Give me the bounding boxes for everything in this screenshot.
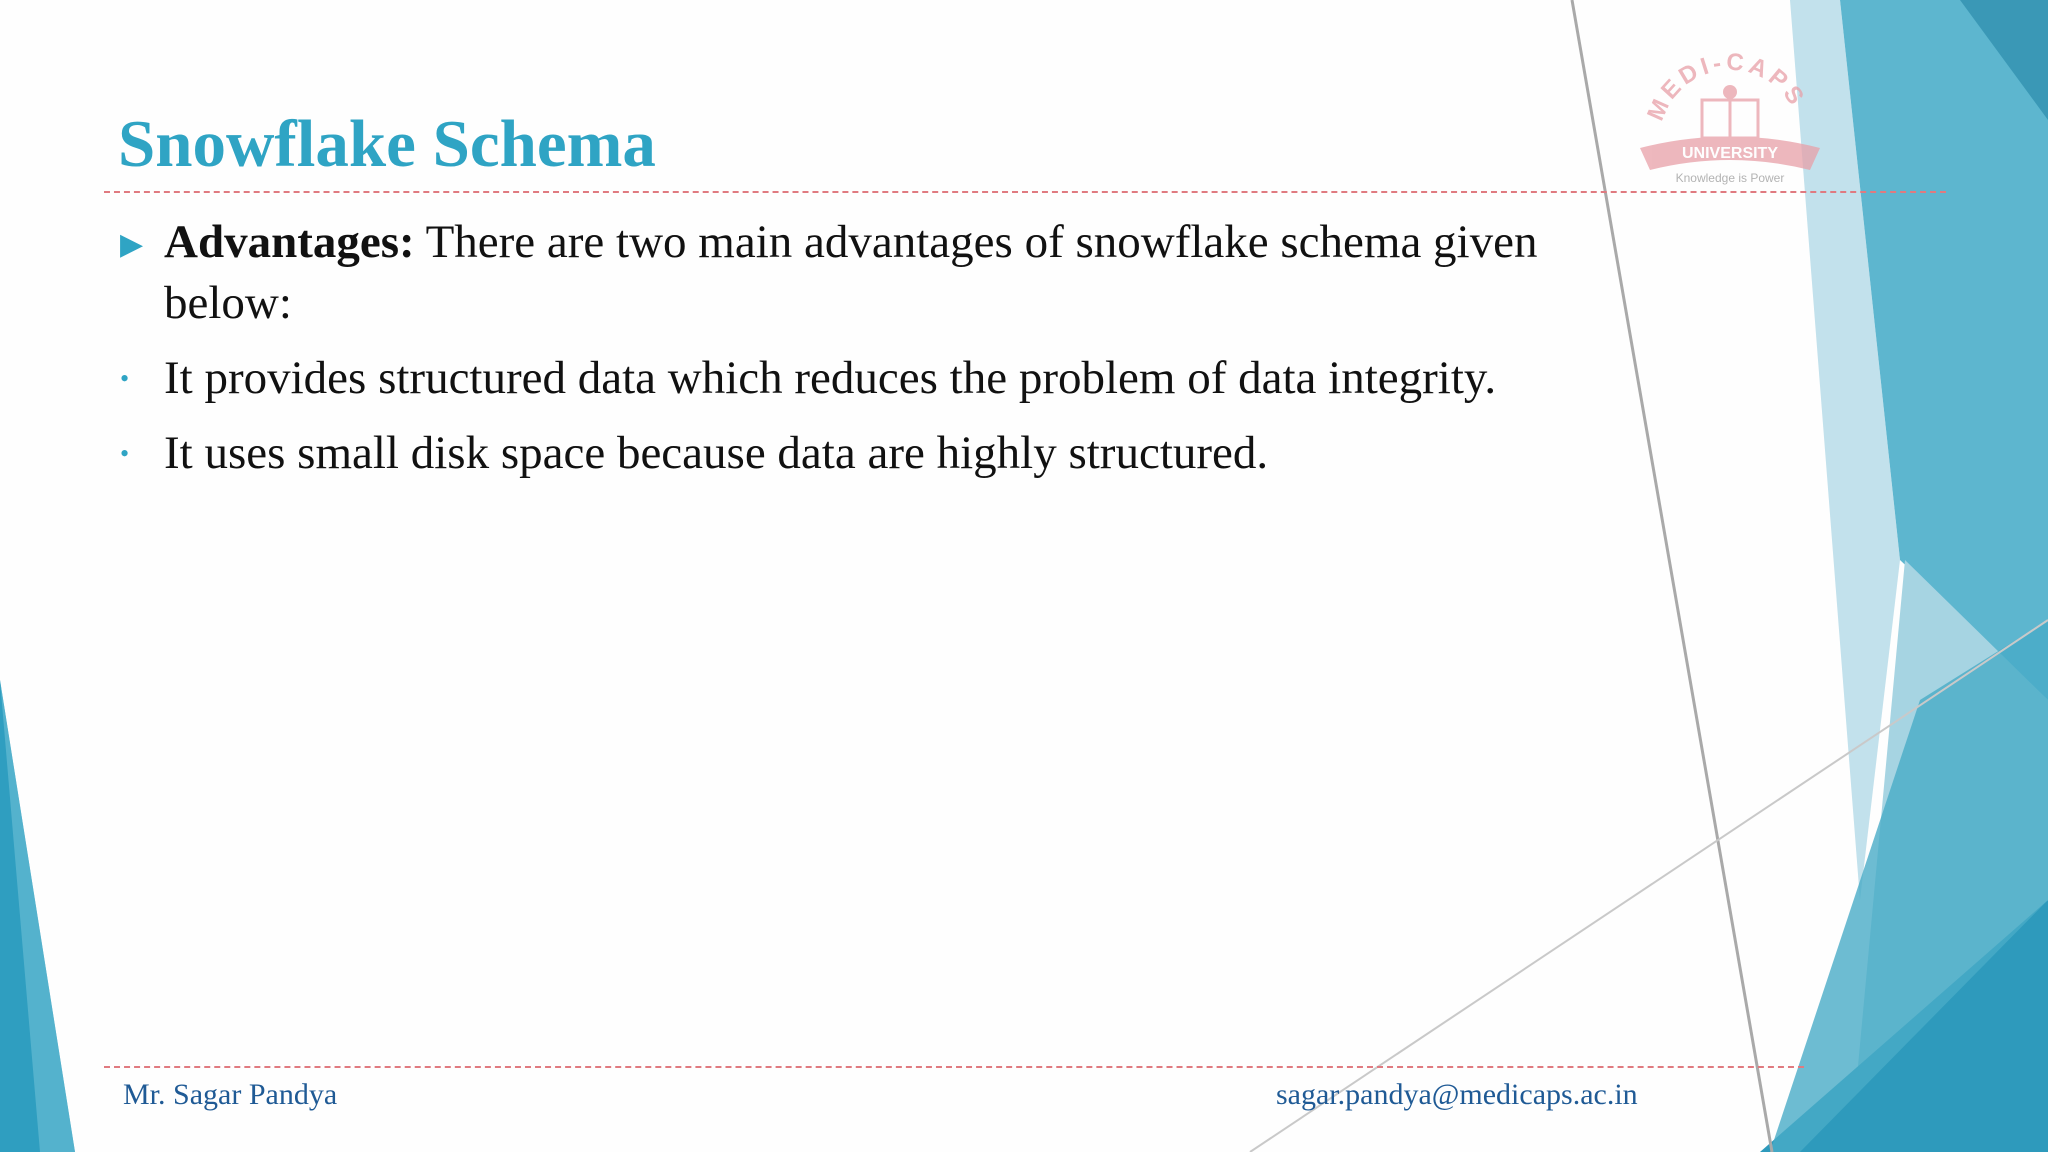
dot-bullet-icon: • — [120, 364, 130, 393]
bullet-text: It uses small disk space because data are highly structured. — [164, 427, 1269, 479]
svg-text:MEDI-CAPS: MEDI-CAPS — [1642, 48, 1812, 125]
triangle-bullet-icon: ▶ — [120, 228, 144, 261]
bullet-disk-space — [118, 423, 1558, 484]
bullet-lead: Advantages: — [164, 216, 415, 268]
dot-bullet-icon: • — [120, 439, 130, 468]
footer-divider — [104, 1066, 1804, 1068]
bullet-list — [118, 212, 1558, 498]
bullet-advantages — [118, 212, 1558, 334]
footer-email: sagar.pandya@medicaps.ac.in — [1276, 1078, 1638, 1111]
bullet-structured-data — [118, 348, 1558, 409]
bullet-text: It provides structured data which reduces the problem of data integrity. — [164, 352, 1497, 404]
slide-title: Snowflake Schema — [118, 107, 656, 181]
title-divider — [104, 191, 1946, 193]
bullet-text: There are two main advantages of snowflake schema given below: — [164, 216, 1538, 329]
svg-text:Knowledge is Power: Knowledge is Power — [1675, 171, 1785, 185]
footer-author: Mr. Sagar Pandya — [123, 1078, 338, 1111]
svg-text:UNIVERSITY: UNIVERSITY — [1681, 145, 1779, 162]
university-logo — [1620, 30, 1840, 190]
